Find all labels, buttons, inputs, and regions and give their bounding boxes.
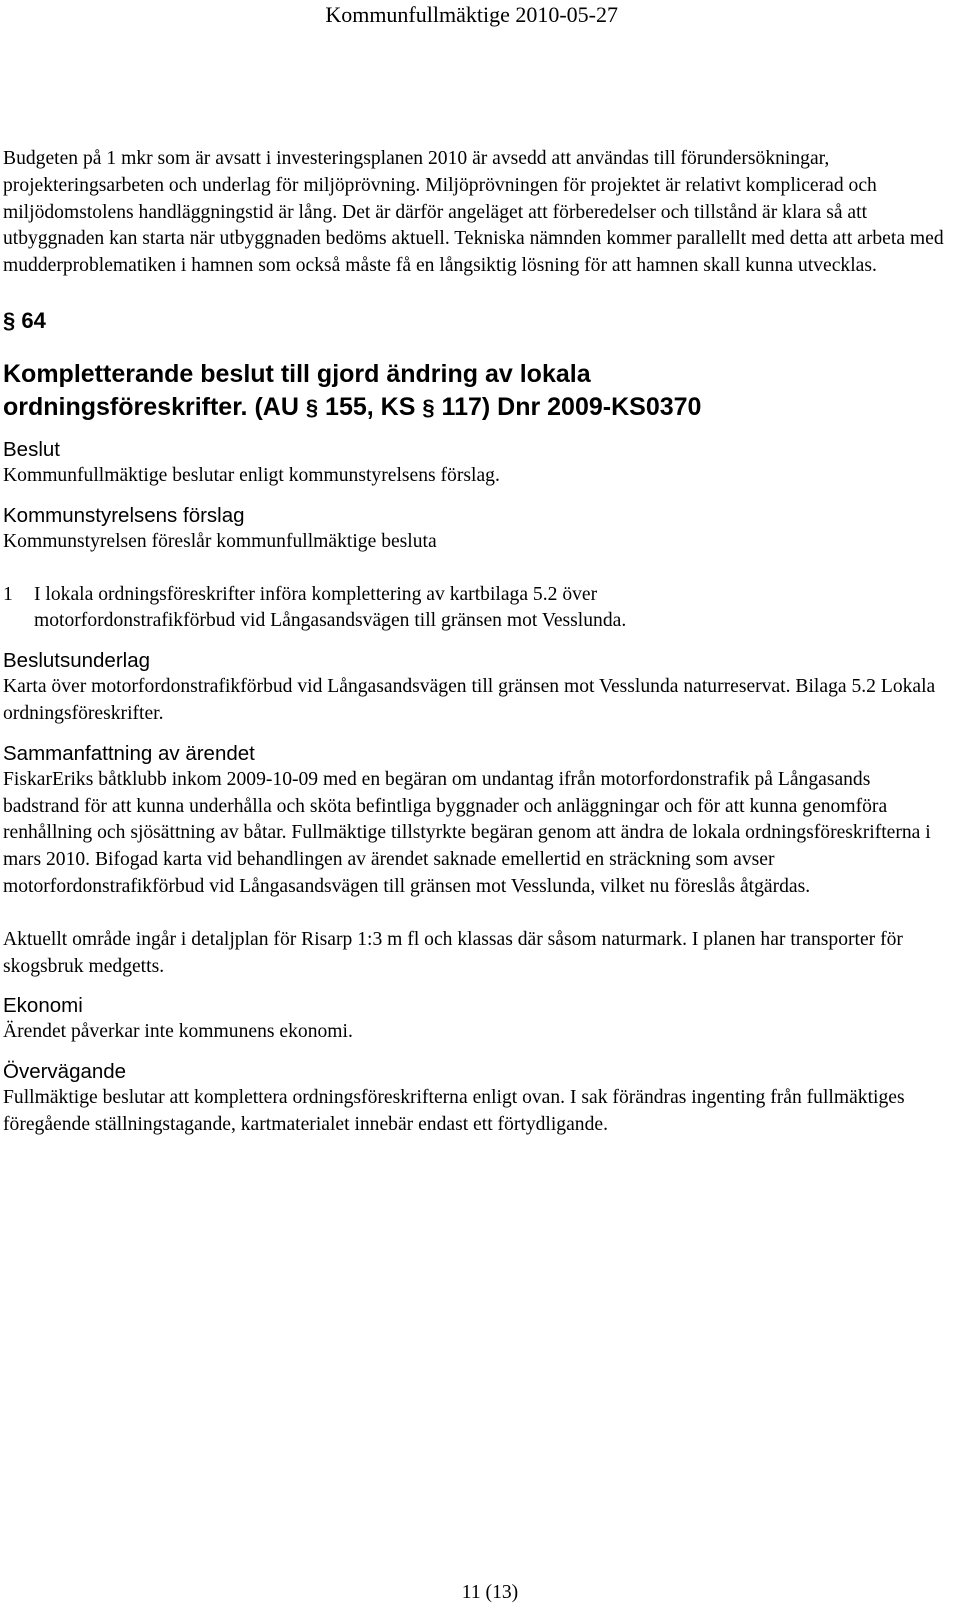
underlag-heading: Beslutsunderlag xyxy=(3,649,151,673)
case-title-line2: ordningsföreskrifter. xyxy=(3,392,248,421)
forslag-heading: Kommunstyrelsens förslag xyxy=(3,503,245,527)
ekonomi-text: Ärendet påverkar inte kommunens ekonomi. xyxy=(3,1021,353,1043)
beslut-text: Kommunfullmäktige beslutar enligt kommunstyrelsens förslag. xyxy=(3,464,500,486)
forslag-text: Kommunstyrelsen föreslår kommunfullmäktige besluta xyxy=(3,530,437,552)
sammanfattning-section xyxy=(3,740,951,981)
intro-paragraph: Budgeten på 1 mkr som är avsatt i investeringsplanen 2010 är avsedd att användas till förundersökningar, projekteringsarbeten och underlag för miljöprövning. Miljöprövningen för projektet är relativt komplicerad och miljödomstolens handläggningstid är lång. Det är därför angeläget att förberedelser och tillstånd är klara så att utbyggnaden kan starta när utbyggnaden bedöms aktuell. Tekniska nämnden kommer parallellt med detta att arbeta med mudderproblematiken i hamnen som också måste få en långsiktig lösning för att hamnen skall kunna utvecklas. xyxy=(3,148,944,277)
overvagande-heading: Övervägande xyxy=(3,1060,127,1084)
sammanfattning-paragraph-2: Aktuellt område ingår i detaljplan för Risarp 1:3 m fl och klassas där såsom naturmark. I planen har transporter för skogsbruk medgetts. xyxy=(3,928,903,977)
overvagande-text: Fullmäktige beslutar att komplettera ordningsföreskrifterna enligt ovan. I sak förändras ingenting från fullmäktiges föregående ställningstagande, kartmaterialet innebär endast ett förtydligande. xyxy=(3,1087,905,1135)
overvagande-section xyxy=(3,1058,951,1139)
sammanfattning-paragraph-1: FiskarEriks båtklubb inkom 2009-10-09 med en begäran om undantag ifrån motorfordonstrafik på Långasands badstrand för att kunna underhålla och sköta befintliga byggnader och anläggningar och för att kunna genomföra renhållning och sjösättning av båtar. Fullmäktige tillstyrkte begäran genom att ändra de lokala ordningsföreskrifterna i mars 2010. Bifogad karta vid behandlingen av ärendet saknade emellertid en sträckning som avser motorfordonstrafikförbud vid Långasandsvägen till gränsen mot Vesslunda, vilket nu föreslås åtgärdas. xyxy=(3,768,931,897)
ekonomi-heading: Ekonomi xyxy=(3,994,83,1018)
header-title: Kommunfullmäktige 2010-05-27 xyxy=(325,2,618,27)
page-footer xyxy=(0,1580,960,1606)
case-title-line1: Kompletterande beslut till gjord ändring av lokala xyxy=(3,359,591,388)
list-item-number: 1 xyxy=(3,583,13,605)
case-reference: (AU § 155, KS § 117) Dnr 2009-KS0370 xyxy=(254,392,702,421)
page-number: 11 (13) xyxy=(461,1582,519,1603)
list-item xyxy=(3,582,951,636)
beslut-heading: Beslut xyxy=(3,437,60,461)
sammanfattning-heading: Sammanfattning av ärendet xyxy=(3,741,255,765)
ekonomi-section xyxy=(3,992,951,1046)
case-number: 64 xyxy=(21,307,46,333)
underlag-section xyxy=(3,647,951,728)
document-body xyxy=(3,146,951,1139)
case-heading xyxy=(3,306,951,424)
beslut-section xyxy=(3,436,951,490)
list-item-text: I lokala ordningsföreskrifter införa komplettering av kartbilaga 5.2 över motorfordonstrafikförbud vid Långasandsvägen till gränsen mot Vesslunda. xyxy=(34,583,627,632)
page-header xyxy=(0,2,618,28)
case-title xyxy=(3,358,951,424)
section-symbol: § xyxy=(3,307,16,333)
forslag-section xyxy=(3,502,951,635)
underlag-text: Karta över motorfordonstrafikförbud vid Långasandsvägen till gränsen mot Vesslunda naturreservat. Bilaga 5.2 Lokala ordningsföreskrifter. xyxy=(3,676,936,724)
